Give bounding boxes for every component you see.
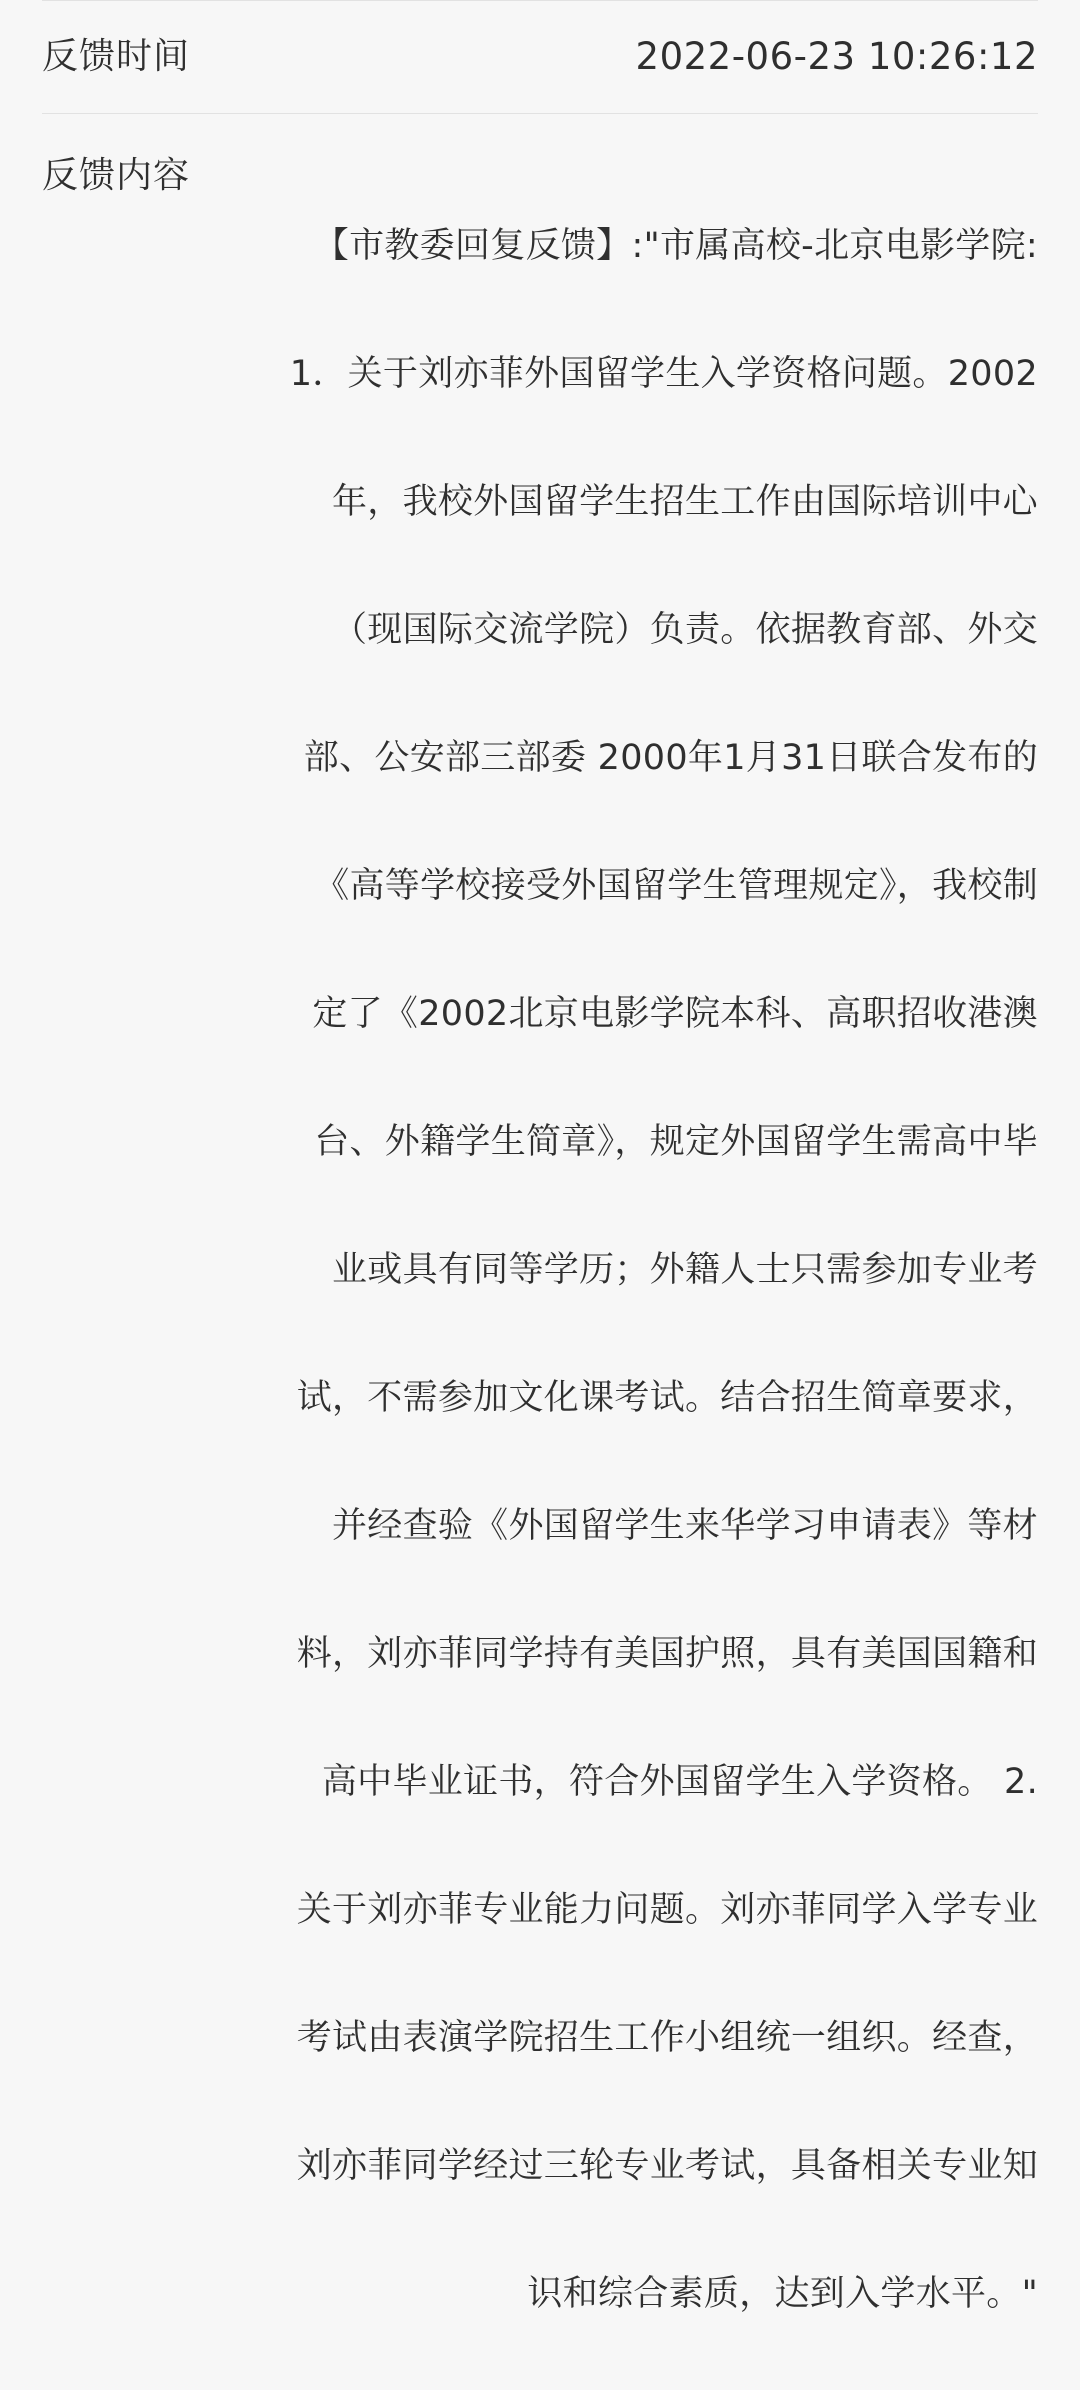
content-line: 识和综合素质，达到入学水平。"	[527, 2274, 1038, 2314]
feedback-content-row	[42, 114, 1038, 2390]
top-divider	[42, 0, 1038, 1]
feedback-time-value: 2022-06-23 10:26:12	[635, 35, 1038, 78]
content-line: 1．关于刘亦菲外国留学生入学资格问题。2002	[289, 354, 1038, 394]
feedback-content-label: 反馈内容	[42, 155, 191, 196]
content-line: 料，刘亦菲同学持有美国护照，具有美国国籍和	[296, 1634, 1038, 1674]
feedback-time-label: 反馈时间	[42, 35, 191, 77]
content-line: 关于刘亦菲专业能力问题。刘亦菲同学入学专业	[296, 1890, 1038, 1930]
content-line: 部、公安部三部委 2000年1月31日联合发布的	[303, 738, 1038, 778]
content-line: 定了《2002北京电影学院本科、高职招收港澳	[312, 994, 1038, 1034]
content-line: 【市教委回复反馈】:"市属高校-北京电影学院:	[313, 226, 1038, 266]
feedback-time-row	[42, 0, 1038, 114]
content-line: （现国际交流学院）负责。依据教育部、外交	[331, 610, 1038, 650]
feedback-content-text	[248, 150, 1038, 2390]
content-line: 台、外籍学生简章》，规定外国留学生需高中毕	[314, 1122, 1038, 1162]
content-line: 高中毕业证书，符合外国留学生入学资格。 2.	[321, 1762, 1038, 1802]
content-line: 业或具有同等学历；外籍人士只需参加专业考	[331, 1250, 1038, 1290]
content-line: 《高等学校接受外国留学生管理规定》，我校制	[314, 866, 1038, 906]
content-line: 刘亦菲同学经过三轮专业考试，具备相关专业知	[296, 2146, 1038, 2186]
content-line: 并经查验《外国留学生来华学习申请表》等材	[331, 1506, 1038, 1546]
content-line: 年，我校外国留学生招生工作由国际培训中心	[331, 482, 1038, 522]
content-line: 考试由表演学院招生工作小组统一组织。经查，	[296, 2018, 1038, 2058]
content-line: 试，不需参加文化课考试。结合招生简章要求，	[296, 1378, 1038, 1418]
